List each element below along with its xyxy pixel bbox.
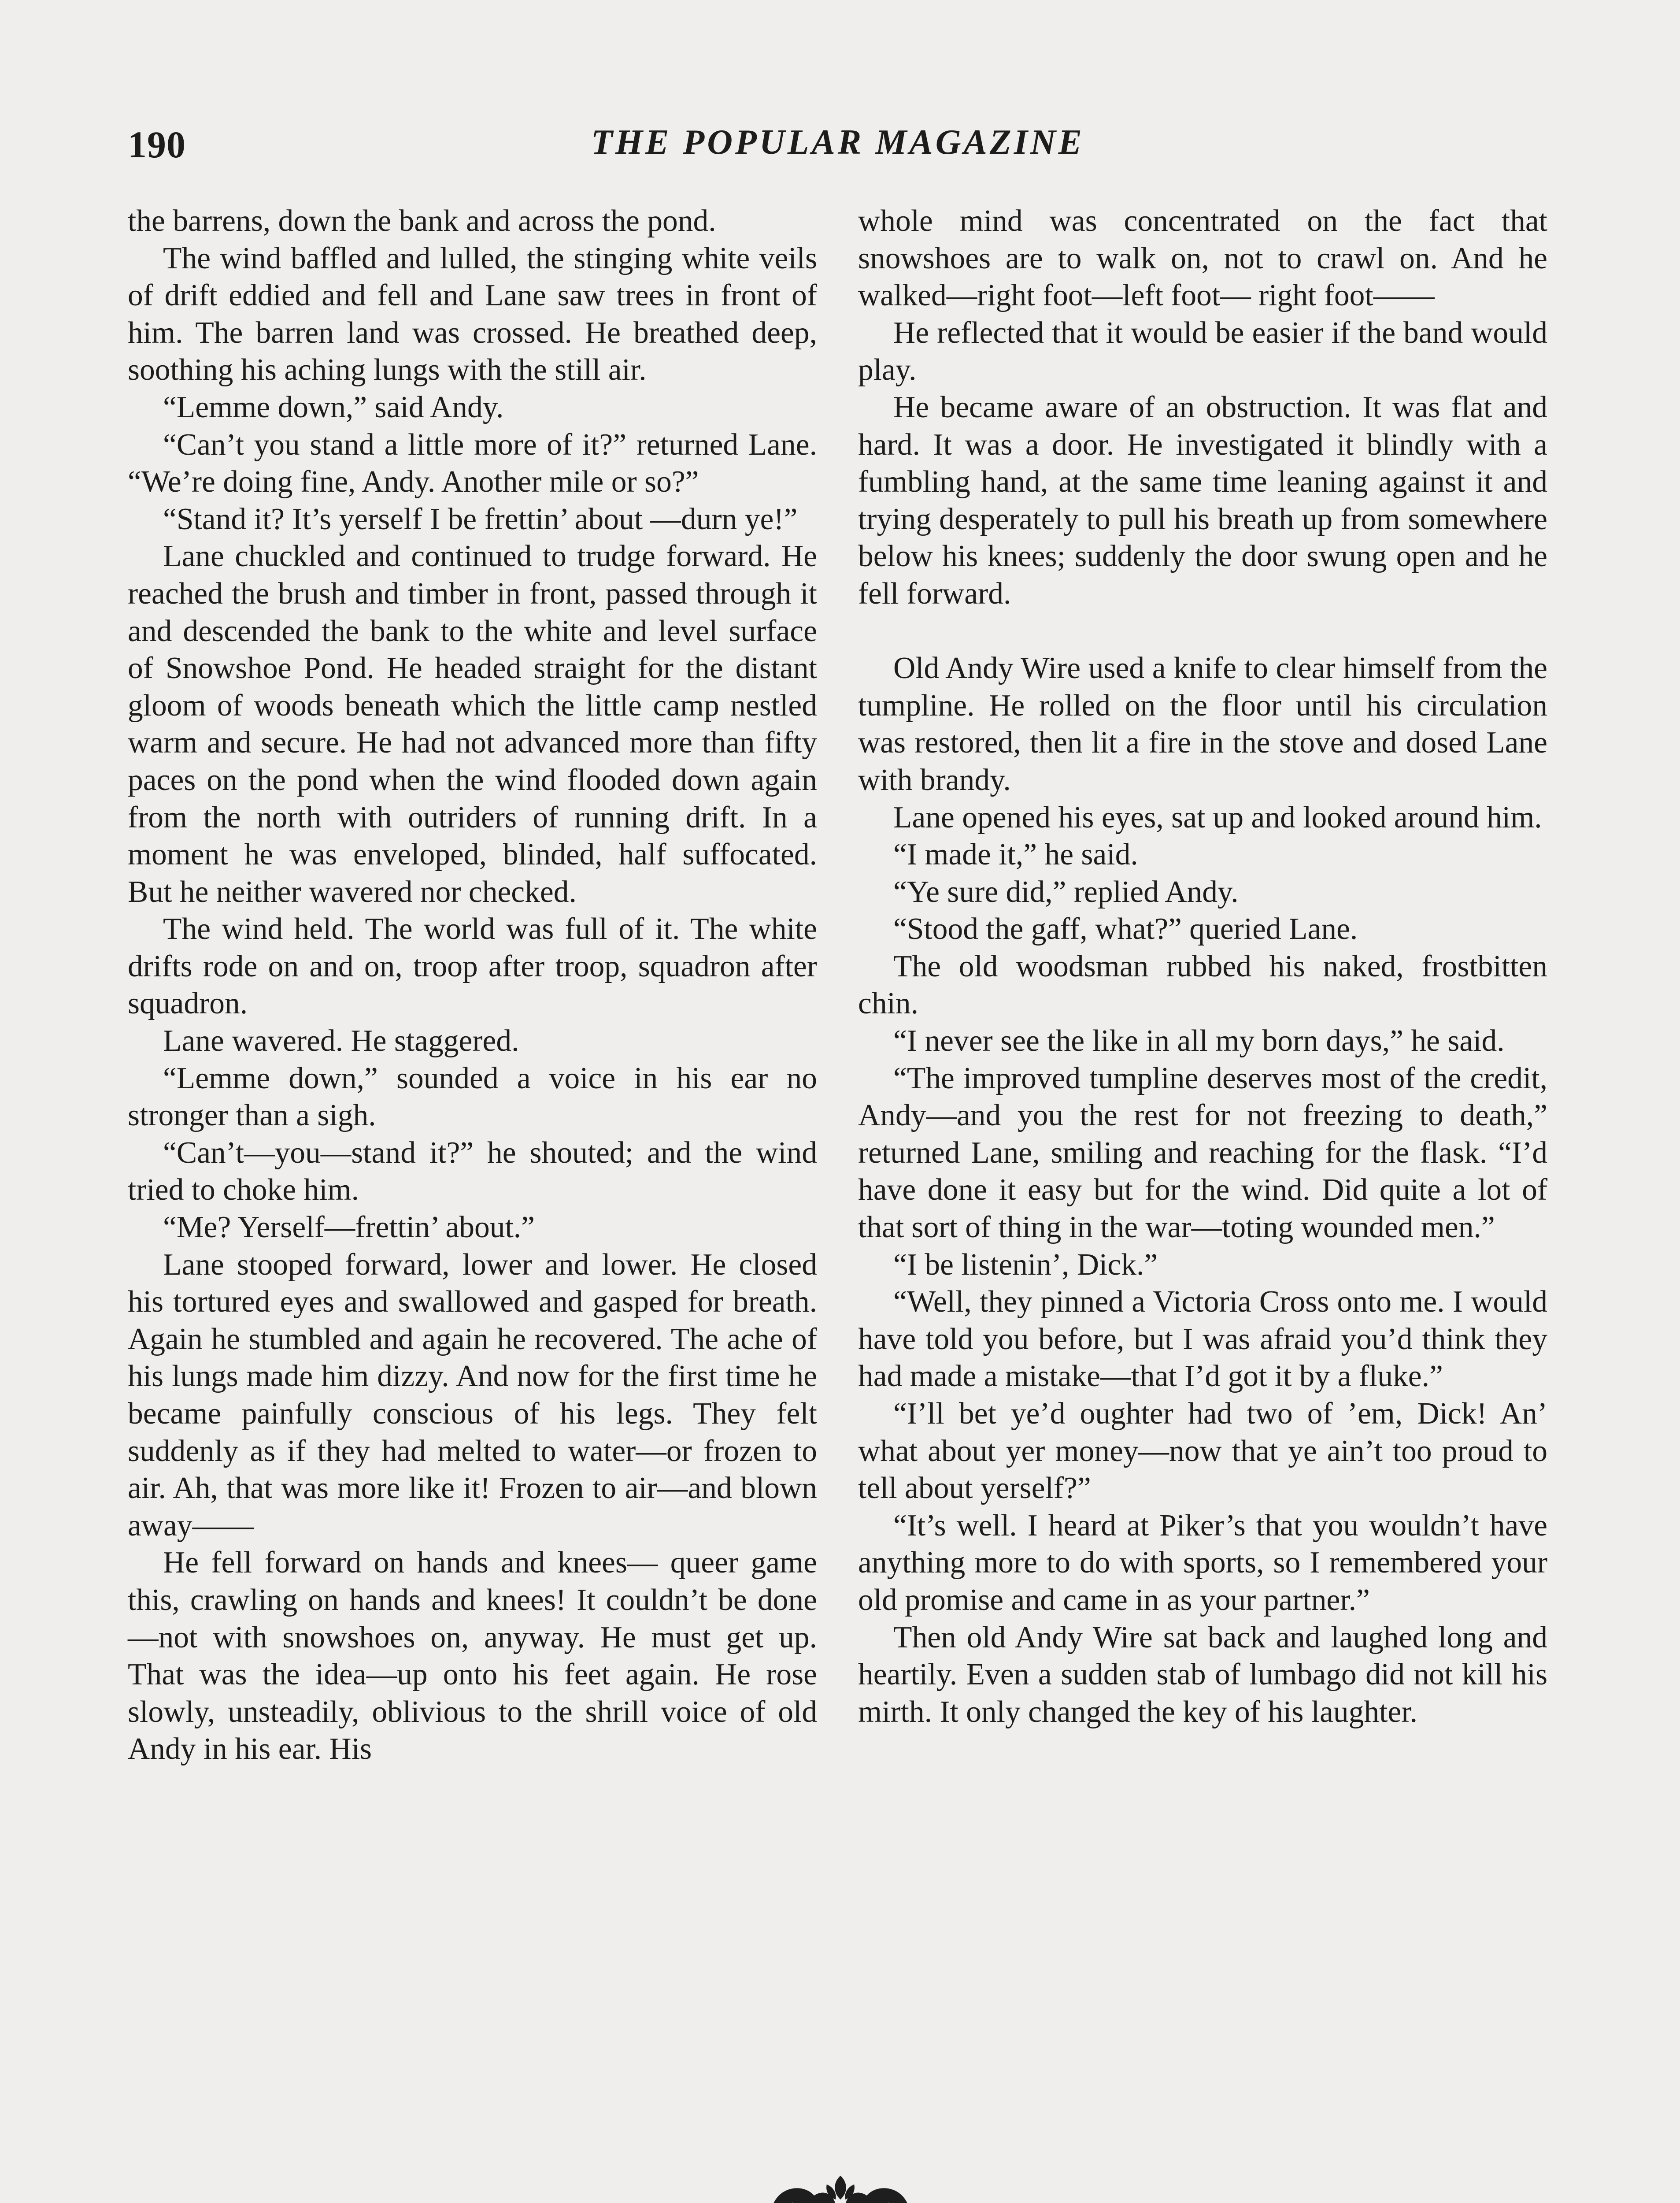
paragraph: He reflected that it would be easier if the band would play. xyxy=(858,315,1547,387)
paragraph: Then old Andy Wire sat back and laughed long and heartily. Even a sudden stab of lumbago did not kill his mirth. It only changed the key of his laughter. xyxy=(858,1620,1547,1729)
paragraph: He became aware of an obstruction. It was flat and hard. It was a door. He investigated it blindly with a fumbling hand, at the same time leaning against it and trying desperately to pull his breath up from somewhere below his knees; suddenly the door swung open and he fell forward. xyxy=(858,390,1547,611)
paragraph: The wind held. The world was full of it. The white drifts rode on and on, troop after troop, squadron after squadron. xyxy=(128,912,817,1021)
paragraph: “Well, they pinned a Victoria Cross onto me. I would have told you before, but I was afraid you’d think they had made a mistake—that I’d got it by a fluke.” xyxy=(858,1285,1547,1394)
right-column xyxy=(858,203,1547,1731)
paragraph: Lane stooped forward, lower and lower. He closed his tortured eyes and swallowed and gasped for breath. Again he stumbled and again he recovered. The ache of his lungs made him dizzy. And now for the first time he became painfully conscious of his legs. They felt suddenly as if they had melted to water—or frozen to air. Ah, that was more like it! Frozen to air—and blown away—— xyxy=(128,1247,817,1543)
paragraph: “I never see the like in all my born days,” he said. xyxy=(893,1024,1505,1058)
left-column xyxy=(128,203,817,1768)
paragraph: Lane opened his eyes, sat up and looked around him. xyxy=(893,800,1542,834)
paragraph: “I be listenin’, Dick.” xyxy=(893,1247,1158,1282)
paragraph: He fell forward on hands and knees— queer game this, crawling on hands and knees! It couldn’t be done—not with snowshoes on, anyway. He must get up. That was the idea—up onto his feet again. He rose slowly, unsteadily, oblivious to the shrill voice of old Andy in his ear. His xyxy=(128,1546,817,1766)
paragraph: Lane wavered. He staggered. xyxy=(163,1024,519,1058)
paragraph: whole mind was concentrated on the fact that snowshoes are to walk on, not to crawl on. And he walked—right foot—left foot— right foot—— xyxy=(858,204,1547,313)
paragraph: “Ye sure did,” replied Andy. xyxy=(893,875,1239,909)
paragraph: “Me? Yerself—frettin’ about.” xyxy=(163,1210,535,1245)
page-header xyxy=(128,122,1548,171)
paragraph: “Stand it? It’s yerself I be frettin’ about —durn ye!” xyxy=(163,502,798,536)
page-number: 190 xyxy=(128,123,186,166)
paragraph: the barrens, down the bank and across the pond. xyxy=(128,204,716,238)
paragraph: The old woodsman rubbed his naked, frostbitten chin. xyxy=(858,949,1547,1021)
paragraph: “Lemme down,” said Andy. xyxy=(163,390,504,424)
paragraph: “Lemme down,” sounded a voice in his ear no stronger than a sigh. xyxy=(128,1061,817,1133)
paragraph: “Can’t—you—stand it?” he shouted; and the wind tried to choke him. xyxy=(128,1135,817,1207)
paragraph: Old Andy Wire used a knife to clear himself from the tumpline. He rolled on the floor until his circulation was restored, then lit a fire in the stove and dosed Lane with brandy. xyxy=(858,651,1547,797)
paragraph: “I made it,” he said. xyxy=(893,838,1138,872)
paragraph: Lane chuckled and continued to trudge forward. He reached the brush and timber in front, passed through it and descended the bank to the white and level surface of Snowshoe Pond. He headed straight for the distant gloom of woods beneath which the little camp nestled warm and secure. He had not advanced more than fifty paces on the pond when the wind flooded down again from the north with outriders of running drift. In a moment he was enveloped, blinded, half suffocated. But he neither wavered nor checked. xyxy=(128,539,817,909)
paragraph: “The improved tumpline deserves most of the credit, Andy—and you the rest for not freezing to death,” returned Lane, smiling and reaching for the flask. “I’d have done it easy but for the wind. Did quite a lot of that sort of thing in the war—toting wounded men.” xyxy=(858,1061,1547,1245)
paragraph: “It’s well. I heard at Piker’s that you wouldn’t have anything more to do with sports, so I remembered your old promise and came in as your partner.” xyxy=(858,1508,1547,1617)
leaf-ornament-icon xyxy=(757,2172,924,2203)
running-title: THE POPULAR MAGAZINE xyxy=(591,123,1085,162)
paragraph: “Can’t you stand a little more of it?” returned Lane. “We’re doing fine, Andy. Another mile or so?” xyxy=(128,427,817,499)
paragraph: “I’ll bet ye’d oughter had two of ’em, Dick! An’ what about yer money—now that ye ain’t too proud to tell about yerself?” xyxy=(858,1397,1547,1506)
paragraph: The wind baffled and lulled, the stinging white veils of drift eddied and fell and Lane saw trees in front of him. The barren land was crossed. He breathed deep, soothing his aching lungs with the still air. xyxy=(128,241,817,387)
paragraph: “Stood the gaff, what?” queried Lane. xyxy=(893,912,1358,946)
